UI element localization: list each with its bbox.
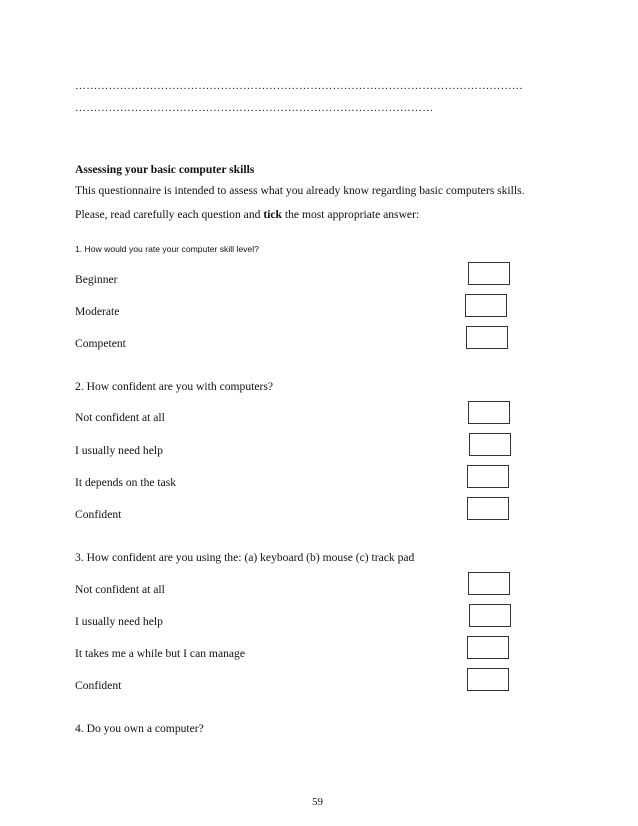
fill-line-1: ………………………………………………………………………………………………………… (75, 80, 523, 92)
q1-option-3: Competent (75, 337, 126, 350)
q3-option-1-checkbox[interactable] (468, 572, 510, 595)
q3-option-2: I usually need help (75, 615, 163, 628)
q1-option-2: Moderate (75, 305, 120, 318)
q1-option-3-checkbox[interactable] (466, 326, 508, 349)
question-4: 4. Do you own a computer? (75, 722, 204, 735)
question-2: 2. How confident are you with computers? (75, 380, 274, 393)
q2-option-1: Not confident at all (75, 411, 165, 424)
q2-option-3: It depends on the task (75, 476, 177, 489)
q2-option-1-checkbox[interactable] (468, 401, 510, 424)
q2-option-2-checkbox[interactable] (469, 433, 511, 456)
q3-option-3-checkbox[interactable] (467, 636, 509, 659)
question-3: 3. How confident are you using the: (a) keyboard (b) mouse (c) track pad (75, 551, 415, 564)
intro-line-2-after: the most appropriate answer: (282, 208, 420, 221)
q3-option-4-checkbox[interactable] (467, 668, 509, 691)
q2-option-2: I usually need help (75, 444, 163, 457)
section-title: Assessing your basic computer skills (75, 163, 255, 176)
q2-option-3-checkbox[interactable] (467, 465, 509, 488)
q2-option-4-checkbox[interactable] (467, 497, 509, 520)
q3-option-2-checkbox[interactable] (469, 604, 511, 627)
intro-line-2-before: Please, read carefully each question and (75, 208, 264, 221)
q1-option-1-checkbox[interactable] (468, 262, 510, 285)
intro-line-1: This questionnaire is intended to assess what you already know regarding basic computers skills. (75, 184, 525, 197)
q1-option-2-checkbox[interactable] (465, 294, 507, 317)
page-number: 59 (312, 796, 323, 808)
q1-option-1: Beginner (75, 273, 118, 286)
question-1: 1. How would you rate your computer skill level? (75, 244, 259, 254)
q3-option-4: Confident (75, 679, 122, 692)
fill-line-2: …………………………………………………………………………………… (75, 102, 434, 114)
q3-option-1: Not confident at all (75, 583, 165, 596)
q3-option-3: It takes me a while but I can manage (75, 647, 245, 660)
intro-line-2 (75, 208, 419, 221)
intro-line-2-bold: tick (263, 208, 283, 221)
q2-option-4: Confident (75, 508, 122, 521)
